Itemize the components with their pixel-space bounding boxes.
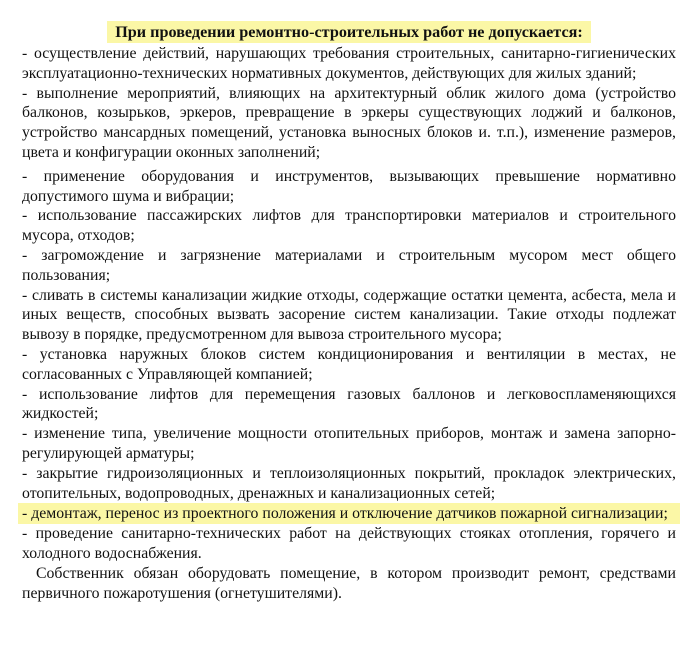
list-item-gas-cylinders: - использование лифтов для перемещения газовых баллонов и легковоспламеняющихся жидкостей; [22,385,676,423]
list-item-building-norms: - осуществление действий, нарушающих требования строительных, санитарно-гигиенических эксплуатационно-технических нормативных документов, действующих для жилых зданий; [22,45,676,82]
list-item-insulation-coverings: - закрытие гидроизоляционных и теплоизоляционных покрытий, прокладок электрических, отопительных, водопроводных, дренажных и канализационных сетей; [22,464,676,502]
closing-paragraph: Собственник обязан оборудовать помещение, в котором производит ремонт, средствами первичного пожаротушения (огнетушителями). [22,564,676,602]
list-item-noise-vibration: - применение оборудования и инструментов, вызывающих превышение нормативно допустимого шума и вибрации; [22,167,676,205]
list-item-sewage-discharge: - сливать в системы канализации жидкие отходы, содержащие остатки цемента, асбеста, мела и иных веществ, способных вызвать засорение систем канализации. Такие отходы подлежат вывозу в порядке, предусмотренном для вывоза строительного мусора; [22,286,676,344]
list-item-heating-devices: - изменение типа, увеличение мощности отопительных приборов, монтаж и замена запорно-регулирующей арматуры; [22,425,676,462]
title-highlight: При проведении ремонтно-строительных работ не допускается: [107,21,591,43]
document-title [22,22,676,42]
list-item-ac-units: - установка наружных блоков систем кондиционирования и вентиляции в местах, не согласованных с Управляющей компанией; [22,345,676,383]
document-page [22,22,676,603]
list-item-passenger-lifts: - использование пассажирских лифтов для транспортировки материалов и строительного мусора, отходов; [22,207,676,245]
list-item-sanitary-works: - проведение санитарно-технических работ на действующих стояках отопления, горячего и холодного водоснабжения. [22,525,676,562]
list-item-fire-alarm-sensors: - демонтаж, перенос из проектного положения и отключение датчиков пожарной сигнализации; [18,503,680,524]
list-item-architectural-appearance: - выполнение мероприятий, влияющих на архитектурный облик жилого дома (устройство балконов, козырьков, эркеров, превращение в эркеры существующих лоджий и балконов, устройство мансардных помещений, установка выносных блоков и. т.п.), изменение размеров, цвета и конфигурации оконных заполнений; [22,84,676,161]
list-item-common-areas: - загромождение и загрязнение материалами и строительным мусором мест общего пользования; [22,246,676,284]
